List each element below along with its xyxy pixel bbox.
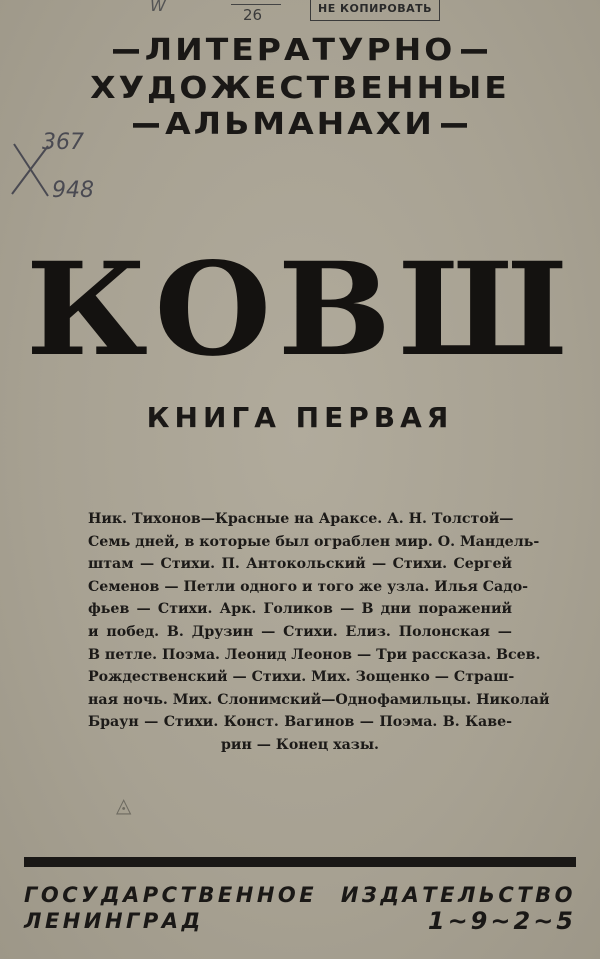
contents-line: Семенов — Петли одного и того же узла. Илья Садо-: [88, 578, 529, 595]
contents-line: и побед. В. Друзин — Стихи. Елиз. Полонская —: [88, 623, 512, 640]
book-title: КОВШ: [25, 235, 575, 385]
imprint-row: [24, 908, 576, 938]
do-not-copy-stamp: НЕ КОПИРОВАТЬ: [310, 0, 440, 21]
book-subtitle: КНИГА ПЕРВАЯ: [146, 401, 454, 434]
contents-line: В петле. Поэма. Леонид Леонов — Три рассказа. Всев.: [88, 646, 541, 663]
shelf-mark: 26: [243, 6, 263, 24]
divider-rule: [24, 857, 576, 867]
series-text-3: АЛЬМАНАХИ: [165, 105, 435, 142]
contents-line: Семь дней, в которые был ограблен мир. О. Мандель-: [88, 533, 540, 550]
table-of-contents: [88, 508, 550, 757]
dash-left: [133, 123, 159, 128]
publication-year: 1~9~2~5: [427, 907, 576, 935]
contents-line: Рождественский — Стихи. Мих. Зощенко — Страш-: [88, 669, 515, 686]
pencil-inventory-mark: [8, 130, 128, 220]
dash-right: [461, 49, 487, 54]
contents-line: Браун — Стихи. Конст. Вагинов — Поэма. В. Каве-: [88, 714, 512, 731]
corner-mark: W: [150, 0, 166, 15]
pencil-mark-line2: 948: [52, 178, 94, 203]
series-line-1: [20, 33, 580, 66]
series-text-2: ХУДОЖЕСТВЕННЫЕ: [90, 69, 510, 106]
contents-line: ная ночь. Мих. Слонимский—Однофамильцы. Николай: [88, 691, 550, 708]
contents-line: рин — Конец хазы.: [221, 736, 379, 753]
series-text-1: ЛИТЕРАТУРНО: [144, 31, 456, 68]
contents-line: Ник. Тихонов—Красные на Араксе. А. Н. Толстой—: [88, 511, 514, 527]
series-line-2: [20, 71, 580, 104]
ink-smudge-icon: ◬: [116, 793, 132, 817]
publisher-name: ГОСУДАРСТВЕННОЕ ИЗДАТЕЛЬСТВО: [24, 883, 576, 907]
contents-line: фьев — Стихи. Арк. Голиков — В дни поражений: [88, 601, 512, 618]
pencil-mark-line1: 367: [42, 130, 84, 155]
contents-line: штам — Стихи. П. Антокольский — Стихи. Сергей: [88, 556, 512, 573]
dash-left: [113, 49, 139, 54]
dash-right: [441, 123, 467, 128]
series-line-3: [20, 107, 580, 140]
publication-city: ЛЕНИНГРАД: [24, 909, 204, 933]
